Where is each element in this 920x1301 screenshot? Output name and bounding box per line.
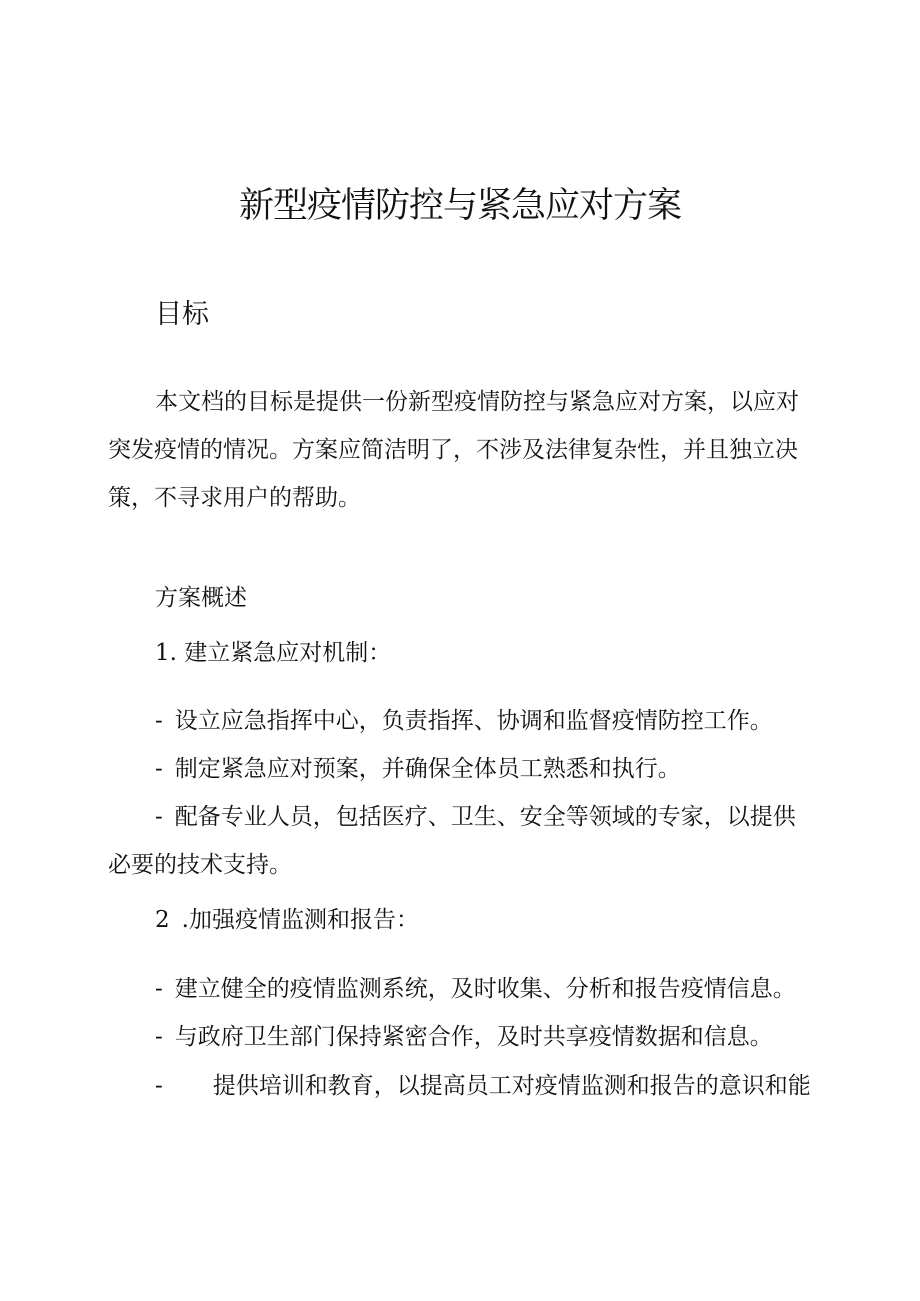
section-2-number: 2	[155, 907, 170, 933]
section-1-title: 1. 建立紧急应对机制：	[155, 640, 392, 666]
section-2-item-3	[155, 1071, 811, 1101]
bullet-dash: -	[155, 804, 163, 830]
section-1-item-1	[155, 706, 773, 736]
section-2-title	[155, 905, 419, 935]
intro-line-1: 本文档的目标是提供一份新型疫情防控与紧急应对方案，以应对	[155, 389, 799, 415]
item-text: 与政府卫生部门保持紧密合作，及时共享疫情数据和信息。	[174, 1024, 773, 1050]
section-1-item-3-continuation: 必要的技术支持。	[108, 852, 292, 878]
bullet-dash: -	[155, 708, 163, 734]
intro-line-2: 突发疫情的情况。方案应简洁明了，不涉及法律复杂性，并且独立决	[108, 437, 798, 463]
document-title: 新型疫情防控与紧急应对方案	[238, 186, 681, 226]
item-text: 提供培训和教育，以提高员工对疫情监测和报告的意识和能	[212, 1073, 811, 1099]
section-2-item-1	[155, 974, 796, 1004]
item-text: 设立应急指挥中心，负责指挥、协调和监督疫情防控工作。	[174, 708, 773, 734]
bullet-dash: -	[155, 1024, 163, 1050]
item-text: 制定紧急应对预案，并确保全体员工熟悉和执行。	[174, 756, 681, 782]
section-2-title-text: .加强疫情监测和报告：	[181, 907, 419, 933]
section-2-item-2	[155, 1022, 773, 1052]
item-text: 配备专业人员，包括医疗、卫生、安全等领域的专家，以提供	[174, 804, 796, 830]
section-heading-goal: 目标	[155, 299, 209, 330]
bullet-dash: -	[155, 976, 163, 1002]
item-text: 建立健全的疫情监测系统，及时收集、分析和报告疫情信息。	[174, 976, 796, 1002]
bullet-dash: -	[155, 1073, 163, 1099]
section-1-item-2	[155, 754, 681, 784]
section-1-item-3	[155, 802, 796, 832]
intro-line-3: 策，不寻求用户的帮助。	[108, 485, 361, 511]
overview-label: 方案概述	[155, 585, 247, 611]
bullet-dash: -	[155, 756, 163, 782]
